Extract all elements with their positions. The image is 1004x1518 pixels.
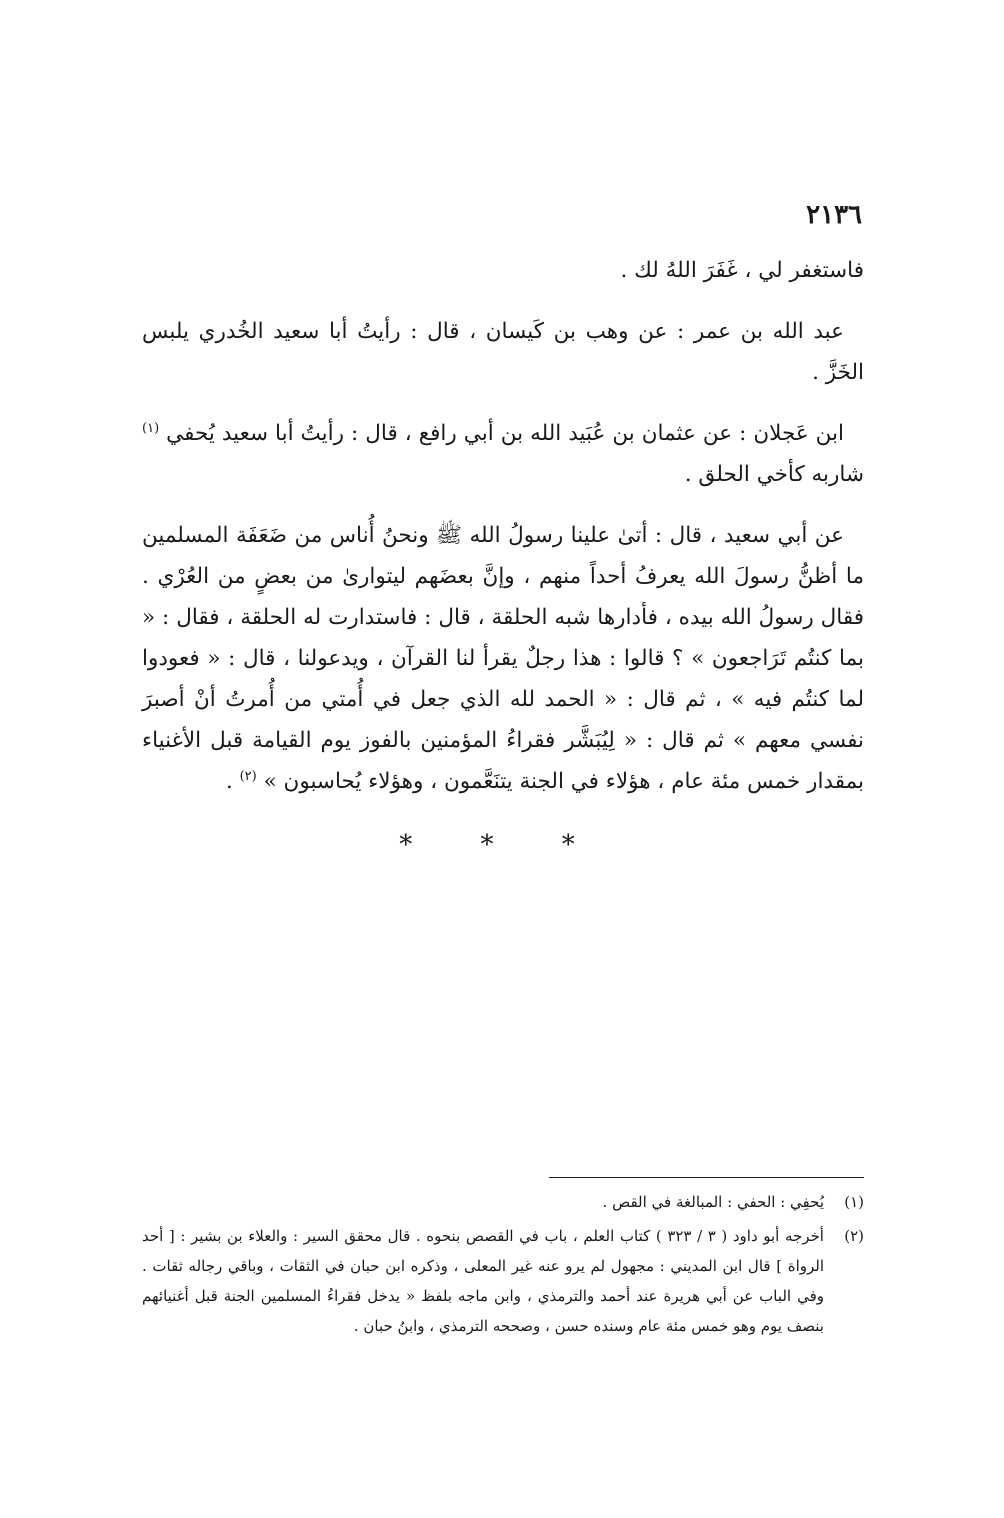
paragraph-4-text: عن أبي سعيد ، قال : أتىٰ علينا رسولُ الله ﷺ ونحنُ أُناس من ضَعَفَة المسلمين ما أظنُّ رسولَ الله يعرفُ أحداً منهم ، وإنَّ بعضَهم ليتوارىٰ من بعضٍ من العُرْي . فقال رسولُ الله بيده ، فأدارها شبه الحلقة ، قال : فاستدارت له الحلقة ، فقال : « بما كنتُم تَرَاجعون » ؟ قالوا : هذا رجلٌ يقرأ لنا القرآن ، ويدعولنا ، قال : « فعودوا لما كنتُم فيه » ، ثم قال : « الحمد لله الذي جعل في أُمتي من أُمرتُ أنْ أصبرَ نفسي معهم » ثم قال : « لِيُبَشَّر فقراءُ المؤمنين بالفوز يوم القيامة قبل الأغنياء بمقدار خمس مئة عام ، هؤلاء في الجنة يتنَعَّمون ، وهؤلاء يُحاسبون » — [142, 523, 864, 794]
footnotes — [142, 1187, 864, 1341]
footnote-1-number: (١) — [844, 1193, 864, 1211]
paragraph-4-tail: . — [225, 769, 240, 794]
section-separator: * * * — [399, 830, 605, 860]
paragraph-3 — [142, 413, 864, 495]
footnote-ref-2[interactable]: (٢) — [239, 768, 257, 784]
footnote-2-number: (٢) — [844, 1227, 864, 1245]
footnote-2-text: أخرجه أبو داود ( ٣ / ٣٢٣ ) كتاب العلم ، باب في القصص بنحوه . قال محقق السير : والعلاء بن بشير : [ أحد الرواة ] قال ابن المديني : مجهول لم يرو عنه غير المعلى ، وذكره ابن حبان في الثقات ، وباقي رجاله ثقات . وفي الباب عن أبي هريرة عند أحمد والترمذي ، وابن ماجه بلفظ « يدخل فقراءُ المسلمين الجنة قبل أغنيائهم بنصف يوم وهو خمس مئة عام وسنده حسن ، وصححه الترمذي ، وابنُ حبان . — [142, 1227, 824, 1335]
paragraph-1 — [142, 250, 864, 291]
footnote-divider — [549, 1177, 864, 1178]
paragraph-3-text: ابن عَجلان : عن عثمان بن عُبَيد الله بن أبي رافع ، قال : رأيتُ أبا سعيد يُحفي — [166, 421, 844, 446]
main-text — [142, 250, 864, 802]
footnote-2 — [142, 1221, 864, 1341]
paragraph-2-text: عبد الله بن عمر : عن وهب بن كَيسان ، قال : رأيتُ أبا سعيد الخُدري يلبس الخَزَّ . — [142, 319, 864, 385]
footnote-1 — [142, 1187, 864, 1217]
paragraph-4 — [142, 515, 864, 802]
footnote-ref-1[interactable]: (١) — [142, 420, 160, 436]
footnote-1-text: يُحفِي : الحفي : المبالغة في القص . — [602, 1193, 824, 1211]
paragraph-2 — [142, 311, 864, 393]
paragraph-1-text: فاستغفر لي ، غَفَرَ اللهُ لك . — [620, 258, 864, 283]
page-number: ٢١٣٦ — [806, 200, 862, 230]
paragraph-3-tail: شاربه كأخي الحلق . — [684, 462, 864, 487]
